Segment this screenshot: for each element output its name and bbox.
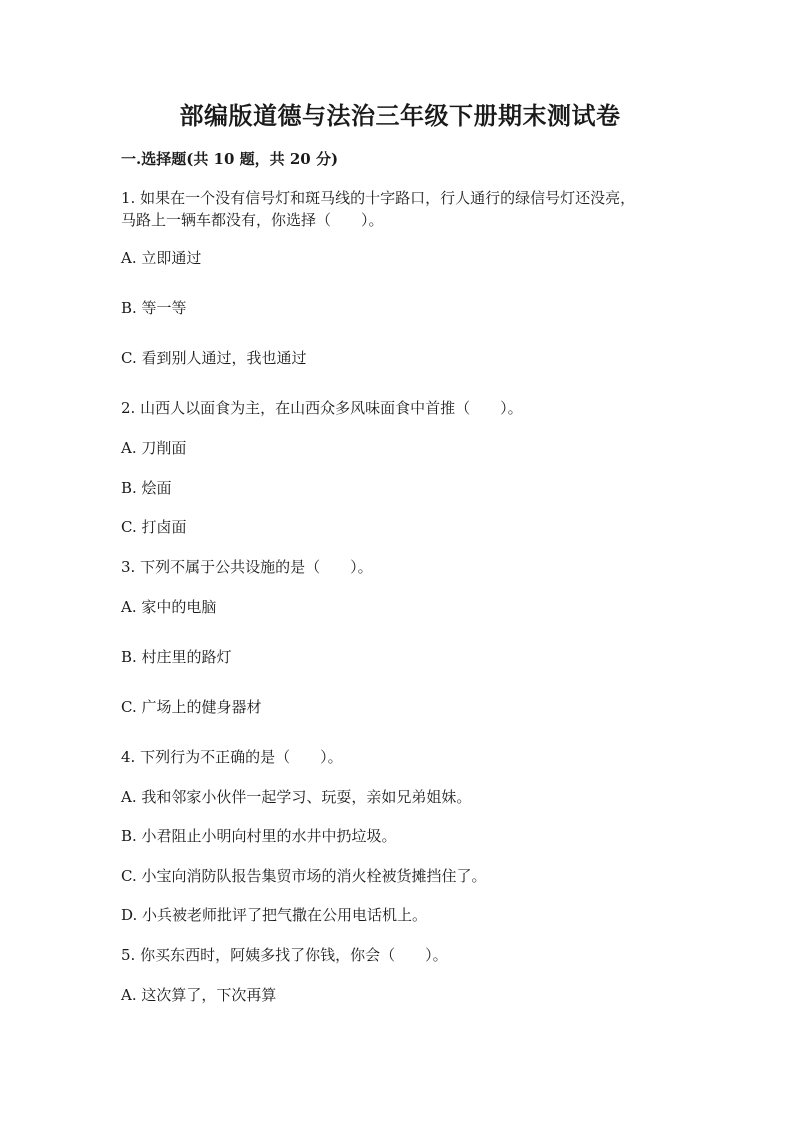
question-2-option-c: C. 打卤面 <box>121 518 187 536</box>
question-2-option-b: B. 烩面 <box>121 479 172 497</box>
question-4-stem: 4. 下列行为不正确的是（ ）。 <box>121 748 343 766</box>
question-4-option-a: A. 我和邻家小伙伴一起学习、玩耍，亲如兄弟姐妹。 <box>121 788 472 806</box>
question-4-option-b: B. 小君阻止小明向村里的水井中扔垃圾。 <box>121 827 397 845</box>
question-1-option-a: A. 立即通过 <box>121 249 202 267</box>
question-3-option-b: B. 村庄里的路灯 <box>121 648 232 666</box>
question-4-option-d: D. 小兵被老师批评了把气撒在公用电话机上。 <box>121 906 428 924</box>
question-4-option-c: C. 小宝向消防队报告集贸市场的消火栓被货摊挡住了。 <box>121 867 487 885</box>
question-1-option-b: B. 等一等 <box>121 299 187 317</box>
page-title: 部编版道德与法治三年级下册期末测试卷 <box>179 101 621 130</box>
question-1-stem-line-2: 马路上一辆车都没有，你选择（ ）。 <box>121 211 384 229</box>
section-heading: 一.选择题(共 10 题，共 20 分) <box>121 150 339 168</box>
question-3-stem: 3. 下列不属于公共设施的是（ ）。 <box>121 558 373 576</box>
question-3-option-c: C. 广场上的健身器材 <box>121 698 262 716</box>
question-5-option-a: A. 这次算了，下次再算 <box>121 986 277 1004</box>
question-2-option-a: A. 刀削面 <box>121 439 187 457</box>
question-3-option-a: A. 家中的电脑 <box>121 598 217 616</box>
question-2-stem: 2. 山西人以面食为主，在山西众多风味面食中首推（ ）。 <box>121 399 523 417</box>
question-5-stem: 5. 你买东西时，阿姨多找了你钱，你会（ ）。 <box>121 946 448 964</box>
question-1-stem-line-1: 1. 如果在一个没有信号灯和斑马线的十字路口，行人通行的绿信号灯还没亮， <box>121 189 636 207</box>
question-1-option-c: C. 看到别人通过，我也通过 <box>121 349 307 367</box>
